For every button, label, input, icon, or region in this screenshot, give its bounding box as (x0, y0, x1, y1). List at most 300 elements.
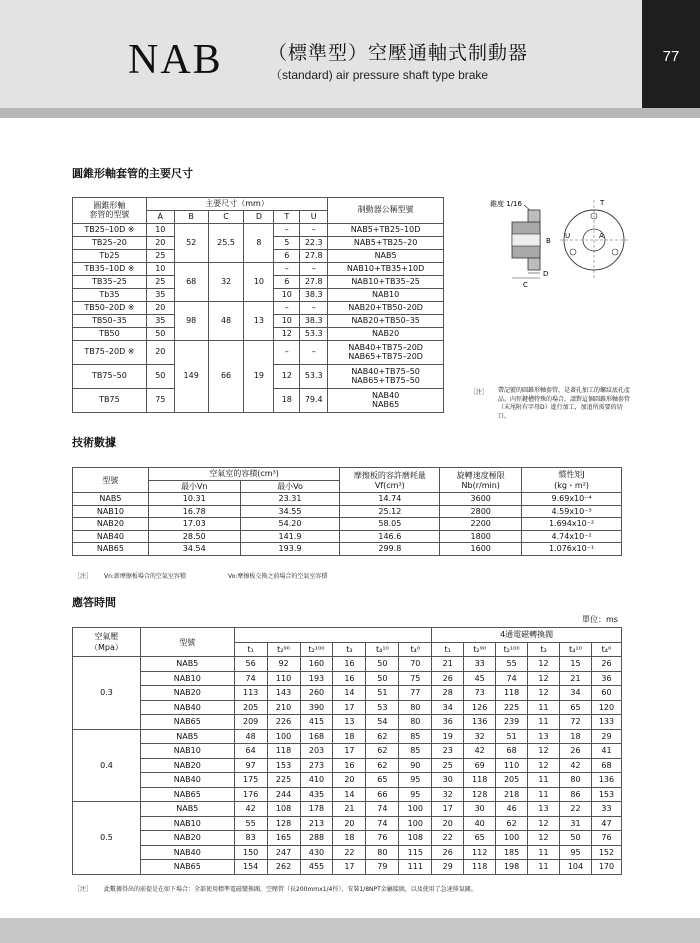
cell-time: 170 (591, 860, 621, 875)
col-head-b: B (174, 211, 208, 224)
response-note-tag: ［注］ (74, 886, 93, 893)
cell-time: 32 (464, 729, 496, 744)
cell-time: 18 (333, 729, 366, 744)
cell-time: 42 (464, 744, 496, 759)
cell-time: 108 (267, 802, 300, 817)
table-row (73, 860, 622, 875)
cell-time: 74 (496, 671, 528, 686)
cell-time: 115 (399, 845, 432, 860)
cell-vn: 34.54 (148, 543, 240, 556)
cell-time: 20 (432, 816, 464, 831)
cell-time: 26 (559, 744, 591, 759)
table-row (73, 744, 622, 759)
tech-note-vo: Vo:摩擦板交換之前場合的空氣室容積 (228, 573, 328, 580)
cell-time: 415 (300, 715, 333, 730)
table-row (73, 773, 622, 788)
cell-model: Tb35 (73, 289, 147, 302)
cell-time: 126 (464, 700, 496, 715)
cell-brake: NAB40+TB75–50 NAB65+TB75–50 (328, 365, 444, 389)
col-head-u: U (300, 211, 328, 224)
cell-time: 128 (464, 787, 496, 802)
cell-time: 47 (591, 816, 621, 831)
cell-brake: NAB20+TB50–35 (328, 315, 444, 328)
col-head-model: 型號 (73, 468, 149, 493)
cell-time: 16 (333, 657, 366, 672)
cell-model: NAB10 (140, 816, 234, 831)
diagram-note-tag: ［注］ (470, 389, 489, 396)
cell-time: 11 (528, 787, 560, 802)
cell-vn: 16.78 (148, 505, 240, 518)
cell-model: NAB65 (140, 715, 234, 730)
cell-time: 11 (528, 715, 560, 730)
cell-u: 22.3 (300, 237, 328, 250)
cell-time: 136 (464, 715, 496, 730)
cell-time: 17 (333, 860, 366, 875)
table-row (73, 505, 622, 518)
col-head-pressure: 空氣壓 （Mpa） (73, 628, 141, 657)
tech-note-tag: ［注］ (74, 573, 93, 580)
cell-model: TB75–50 (73, 365, 147, 389)
cell-time: 120 (591, 700, 621, 715)
col-head-t2-90: t₂⁹⁰ (267, 642, 300, 657)
diagram-label-a: A (599, 232, 604, 240)
cell-d: 8 (244, 224, 274, 263)
cell-model: NAB10 (140, 744, 234, 759)
col-head-model: 型號 (140, 628, 234, 657)
cell-time: 12 (528, 744, 560, 759)
cell-time: 80 (366, 845, 399, 860)
page-number-box (642, 0, 700, 108)
diagram-bolt-hole (570, 249, 576, 255)
header-divider-strip (0, 108, 700, 118)
cell-t: 12 (274, 365, 300, 389)
cell-time: 50 (559, 831, 591, 846)
cell-brake: NAB20 (328, 328, 444, 341)
cell-time: 143 (267, 686, 300, 701)
diagram-bolt-hole (612, 249, 618, 255)
cell-u: – (300, 302, 328, 315)
table-row (73, 845, 622, 860)
unit-label: 單位：ms (582, 615, 618, 624)
col-head-vn: 最小Vn (148, 480, 240, 493)
cell-u: 53.3 (300, 328, 328, 341)
cell-time: 165 (267, 831, 300, 846)
cell-time: 17 (333, 744, 366, 759)
table-row (73, 657, 622, 672)
cell-time: 36 (432, 715, 464, 730)
cell-time: 85 (399, 744, 432, 759)
col-head-t: T (274, 211, 300, 224)
diagram-label-u: U (565, 232, 571, 240)
cell-time: 50 (366, 657, 399, 672)
cell-time: 193 (300, 671, 333, 686)
cell-model: NAB40 (140, 773, 234, 788)
cell-brake: NAB20+TB50–20D (328, 302, 444, 315)
cell-vf: 299.8 (340, 543, 440, 556)
cell-time: 22 (432, 831, 464, 846)
cell-model: NAB65 (73, 543, 149, 556)
cell-vf: 25.12 (340, 505, 440, 518)
cell-time: 65 (366, 773, 399, 788)
cell-time: 22 (333, 845, 366, 860)
cell-d: 10 (244, 263, 274, 302)
cell-model: TB75 (73, 389, 147, 413)
cell-time: 26 (591, 657, 621, 672)
cell-u: 79.4 (300, 389, 328, 413)
title-chinese: （標準型）空壓通軸式制動器 (268, 42, 529, 64)
cell-u: 53.3 (300, 365, 328, 389)
cell-time: 160 (300, 657, 333, 672)
cell-time: 11 (528, 700, 560, 715)
cell-time: 210 (267, 700, 300, 715)
cell-time: 150 (234, 845, 267, 860)
cell-time: 65 (464, 831, 496, 846)
cell-time: 33 (591, 802, 621, 817)
cell-vo: 141.9 (240, 530, 340, 543)
cell-pressure: 0.5 (73, 802, 141, 875)
cell-brake: NAB10+TB35+10D (328, 263, 444, 276)
cell-time: 45 (464, 671, 496, 686)
cell-brake: NAB5+TB25–10D (328, 224, 444, 237)
cell-nb: 3600 (440, 493, 522, 506)
cell-time: 54 (366, 715, 399, 730)
cell-time: 205 (496, 773, 528, 788)
diagram-taper-label: 錐度 1/16 (490, 200, 522, 208)
cell-time: 273 (300, 758, 333, 773)
table-row (73, 518, 622, 531)
cell-a: 25 (146, 276, 174, 289)
col-head-a: A (146, 211, 174, 224)
cell-time: 66 (366, 787, 399, 802)
cell-time: 62 (496, 816, 528, 831)
cell-time: 100 (267, 729, 300, 744)
cell-model: NAB20 (140, 758, 234, 773)
cell-time: 95 (559, 845, 591, 860)
cell-a: 50 (146, 365, 174, 389)
cell-nb: 2800 (440, 505, 522, 518)
cell-time: 128 (267, 816, 300, 831)
cell-time: 41 (591, 744, 621, 759)
cell-time: 17 (432, 802, 464, 817)
cell-u: – (300, 224, 328, 237)
cell-time: 110 (496, 758, 528, 773)
cell-nb: 1800 (440, 530, 522, 543)
cell-model: NAB10 (140, 671, 234, 686)
cell-time: 74 (366, 816, 399, 831)
table-row (73, 493, 622, 506)
col-head-wear: 摩擦板的容許磨耗量 Vf(cm³) (340, 468, 440, 493)
table-row (73, 341, 444, 365)
table-row (73, 787, 622, 802)
cell-c: 25.5 (208, 224, 244, 263)
cell-time: 225 (496, 700, 528, 715)
cell-time: 14 (333, 686, 366, 701)
cell-c: 32 (208, 263, 244, 302)
cell-time: 100 (496, 831, 528, 846)
cell-time: 22 (559, 802, 591, 817)
cell-a: 20 (146, 341, 174, 365)
cell-time: 28 (432, 686, 464, 701)
cell-time: 262 (267, 860, 300, 875)
cell-time: 175 (234, 773, 267, 788)
table-row (73, 758, 622, 773)
cell-brake: NAB5+TB25–20 (328, 237, 444, 250)
cell-b: 98 (174, 302, 208, 341)
page-number: 77 (662, 48, 680, 65)
cell-time: 168 (300, 729, 333, 744)
cell-c: 66 (208, 341, 244, 413)
cell-time: 205 (234, 700, 267, 715)
cell-time: 153 (267, 758, 300, 773)
cell-time: 455 (300, 860, 333, 875)
cell-model: NAB65 (140, 787, 234, 802)
cell-time: 260 (300, 686, 333, 701)
cell-time: 26 (432, 845, 464, 860)
cell-time: 13 (528, 729, 560, 744)
table-row (73, 302, 444, 315)
cell-time: 23 (432, 744, 464, 759)
cell-b: 52 (174, 224, 208, 263)
cell-model: TB35–10D ※ (73, 263, 147, 276)
cell-b: 149 (174, 341, 208, 413)
cell-t: – (274, 263, 300, 276)
cell-time: 75 (399, 671, 432, 686)
cell-time: 64 (234, 744, 267, 759)
cell-time: 12 (528, 671, 560, 686)
cell-vn: 17.03 (148, 518, 240, 531)
cell-time: 118 (267, 744, 300, 759)
cell-u: 27.8 (300, 250, 328, 263)
cell-brake: NAB10+TB35–25 (328, 276, 444, 289)
cell-pressure: 0.3 (73, 657, 141, 730)
cell-time: 213 (300, 816, 333, 831)
cell-time: 21 (559, 671, 591, 686)
col-head-t1: t₁ (234, 642, 267, 657)
diagram-note: 帶記號的圓錐形軸套管，是著孔加工的螺紋底孔產品。內徑鍵槽特殊的場合，請對這個圓錐形軸套管（末尾附有字母D）進行加工，加追所需要的切口。 (498, 387, 631, 421)
table-row (73, 263, 444, 276)
cell-time: 90 (399, 758, 432, 773)
cell-time: 20 (333, 816, 366, 831)
section-title-tech-data: 技術數據 (72, 436, 116, 449)
cell-time: 97 (234, 758, 267, 773)
cell-a: 75 (146, 389, 174, 413)
response-note: 此數據得出的前提是在如下場合：全部使用標準電磁變換閥，空壓管（長200mmx1/4徑），安裝1/8NPT金屬接頭，以及使用了急速排氣閥。 (104, 886, 477, 893)
cell-nb: 2200 (440, 518, 522, 531)
cell-time: 112 (464, 845, 496, 860)
cell-brake: NAB40 NAB65 (328, 389, 444, 413)
col-head-t1: t₁ (432, 642, 464, 657)
cell-nb: 1600 (440, 543, 522, 556)
cell-t: 12 (274, 328, 300, 341)
cell-time: 72 (559, 715, 591, 730)
cell-time: 74 (234, 671, 267, 686)
cell-time: 20 (333, 773, 366, 788)
cell-time: 76 (591, 831, 621, 846)
cell-t: 6 (274, 276, 300, 289)
cell-time: 225 (267, 773, 300, 788)
cell-b: 68 (174, 263, 208, 302)
table-row (73, 530, 622, 543)
cell-time: 19 (432, 729, 464, 744)
diagram-label-c: C (523, 281, 528, 289)
cell-time: 110 (267, 671, 300, 686)
cell-time: 12 (528, 816, 560, 831)
cell-time: 390 (300, 700, 333, 715)
cell-time: 21 (432, 657, 464, 672)
cell-time: 226 (267, 715, 300, 730)
cell-t: 10 (274, 315, 300, 328)
cell-u: 38.3 (300, 289, 328, 302)
col-head-t2-100: t₂¹⁰⁰ (300, 642, 333, 657)
cell-t: 6 (274, 250, 300, 263)
cell-time: 53 (366, 700, 399, 715)
cell-u: 27.8 (300, 276, 328, 289)
cell-model: NAB10 (73, 505, 149, 518)
cell-a: 20 (146, 302, 174, 315)
tech-note-vn: Vn:新摩擦板場合的空氣室容積 (104, 573, 186, 580)
cell-vo: 54.20 (240, 518, 340, 531)
cell-a: 20 (146, 237, 174, 250)
cell-time: 435 (300, 787, 333, 802)
cell-t: 18 (274, 389, 300, 413)
cell-j: 1.076x10⁻¹ (522, 543, 622, 556)
cell-time: 30 (432, 773, 464, 788)
cell-time: 51 (496, 729, 528, 744)
cell-time: 80 (399, 700, 432, 715)
table-row (73, 686, 622, 701)
cell-t: – (274, 224, 300, 237)
cell-time: 65 (559, 700, 591, 715)
cell-time: 18 (559, 729, 591, 744)
cell-time: 13 (528, 802, 560, 817)
cell-time: 80 (399, 715, 432, 730)
cell-time: 69 (464, 758, 496, 773)
cell-j: 9.69x10⁻⁴ (522, 493, 622, 506)
cell-time: 31 (559, 816, 591, 831)
cell-time: 74 (366, 802, 399, 817)
col-head-4way-valve: 4通電磁轉換閥 (432, 628, 622, 643)
cell-time: 73 (464, 686, 496, 701)
diagram-label-b: B (546, 237, 551, 245)
cell-time: 288 (300, 831, 333, 846)
cell-vo: 23.31 (240, 493, 340, 506)
col-head-main-dims: 主要尺寸（mm） (146, 198, 327, 211)
cell-time: 118 (464, 773, 496, 788)
cell-u: – (300, 263, 328, 276)
cell-time: 50 (366, 671, 399, 686)
cell-time: 209 (234, 715, 267, 730)
col-head-d: D (244, 211, 274, 224)
cell-model: NAB40 (140, 845, 234, 860)
cell-model: NAB5 (140, 729, 234, 744)
cell-a: 50 (146, 328, 174, 341)
table-row (73, 671, 622, 686)
cell-time: 21 (333, 802, 366, 817)
response-time-table (72, 627, 622, 875)
col-head-inertia: 慣性矩J (kg・m²) (522, 468, 622, 493)
col-head-t3: t₃ (333, 642, 366, 657)
cell-time: 48 (234, 729, 267, 744)
cell-j: 4.74x10⁻² (522, 530, 622, 543)
table-row (73, 831, 622, 846)
cell-vo: 34.55 (240, 505, 340, 518)
dimensions-table (72, 197, 444, 413)
cell-time: 62 (366, 744, 399, 759)
cell-vo: 193.9 (240, 543, 340, 556)
cell-a: 35 (146, 315, 174, 328)
cell-t: 10 (274, 289, 300, 302)
col-head-t4-0: t₄⁰ (399, 642, 432, 657)
cell-time: 108 (399, 831, 432, 846)
cell-time: 16 (333, 671, 366, 686)
col-head-brake-model: 制動器公稱型號 (328, 198, 444, 224)
cell-model: NAB20 (140, 831, 234, 846)
cell-model: NAB5 (73, 493, 149, 506)
cell-time: 85 (399, 729, 432, 744)
cell-model: TB25–10D ※ (73, 224, 147, 237)
cell-brake: NAB40+TB75–20D NAB65+TB75–20D (328, 341, 444, 365)
col-head-speed-limit: 旋轉速度極限 Nb(r/min) (440, 468, 522, 493)
cell-j: 1.694x10⁻² (522, 518, 622, 531)
cell-time: 26 (432, 671, 464, 686)
cell-time: 34 (432, 700, 464, 715)
cell-time: 92 (267, 657, 300, 672)
cell-time: 33 (464, 657, 496, 672)
cell-time: 185 (496, 845, 528, 860)
cell-j: 4.59x10⁻³ (522, 505, 622, 518)
cell-a: 35 (146, 289, 174, 302)
cell-model: TB50–20D ※ (73, 302, 147, 315)
cell-brake: NAB5 (328, 250, 444, 263)
cell-model: Tb25 (73, 250, 147, 263)
col-head-t4-10: t₄¹⁰ (559, 642, 591, 657)
cell-model: NAB40 (140, 700, 234, 715)
table-row (73, 802, 622, 817)
cell-time: 68 (591, 758, 621, 773)
cell-time: 100 (399, 816, 432, 831)
diagram-bore (512, 234, 540, 246)
cell-time: 34 (559, 686, 591, 701)
cell-time: 77 (399, 686, 432, 701)
col-head-t2-100: t₂¹⁰⁰ (496, 642, 528, 657)
cell-time: 11 (528, 773, 560, 788)
cell-time: 42 (234, 802, 267, 817)
cell-d: 13 (244, 302, 274, 341)
cell-time: 70 (399, 657, 432, 672)
cell-time: 14 (333, 787, 366, 802)
cell-time: 55 (496, 657, 528, 672)
cell-time: 111 (399, 860, 432, 875)
cell-t: – (274, 302, 300, 315)
table-row (73, 715, 622, 730)
cell-time: 79 (366, 860, 399, 875)
cell-time: 178 (300, 802, 333, 817)
diagram-label-d: D (543, 270, 549, 278)
cell-time: 13 (333, 715, 366, 730)
col-head-t4-0: t₄⁰ (591, 642, 621, 657)
cell-time: 152 (591, 845, 621, 860)
cell-time: 12 (528, 686, 560, 701)
table-row (73, 729, 622, 744)
cell-time: 118 (496, 686, 528, 701)
cell-time: 15 (559, 657, 591, 672)
cell-pressure: 0.4 (73, 729, 141, 802)
cell-time: 153 (591, 787, 621, 802)
cell-u: 38.3 (300, 315, 328, 328)
cell-model: TB75–20D ※ (73, 341, 147, 365)
diagram-label-t: T (600, 199, 605, 207)
cell-time: 154 (234, 860, 267, 875)
